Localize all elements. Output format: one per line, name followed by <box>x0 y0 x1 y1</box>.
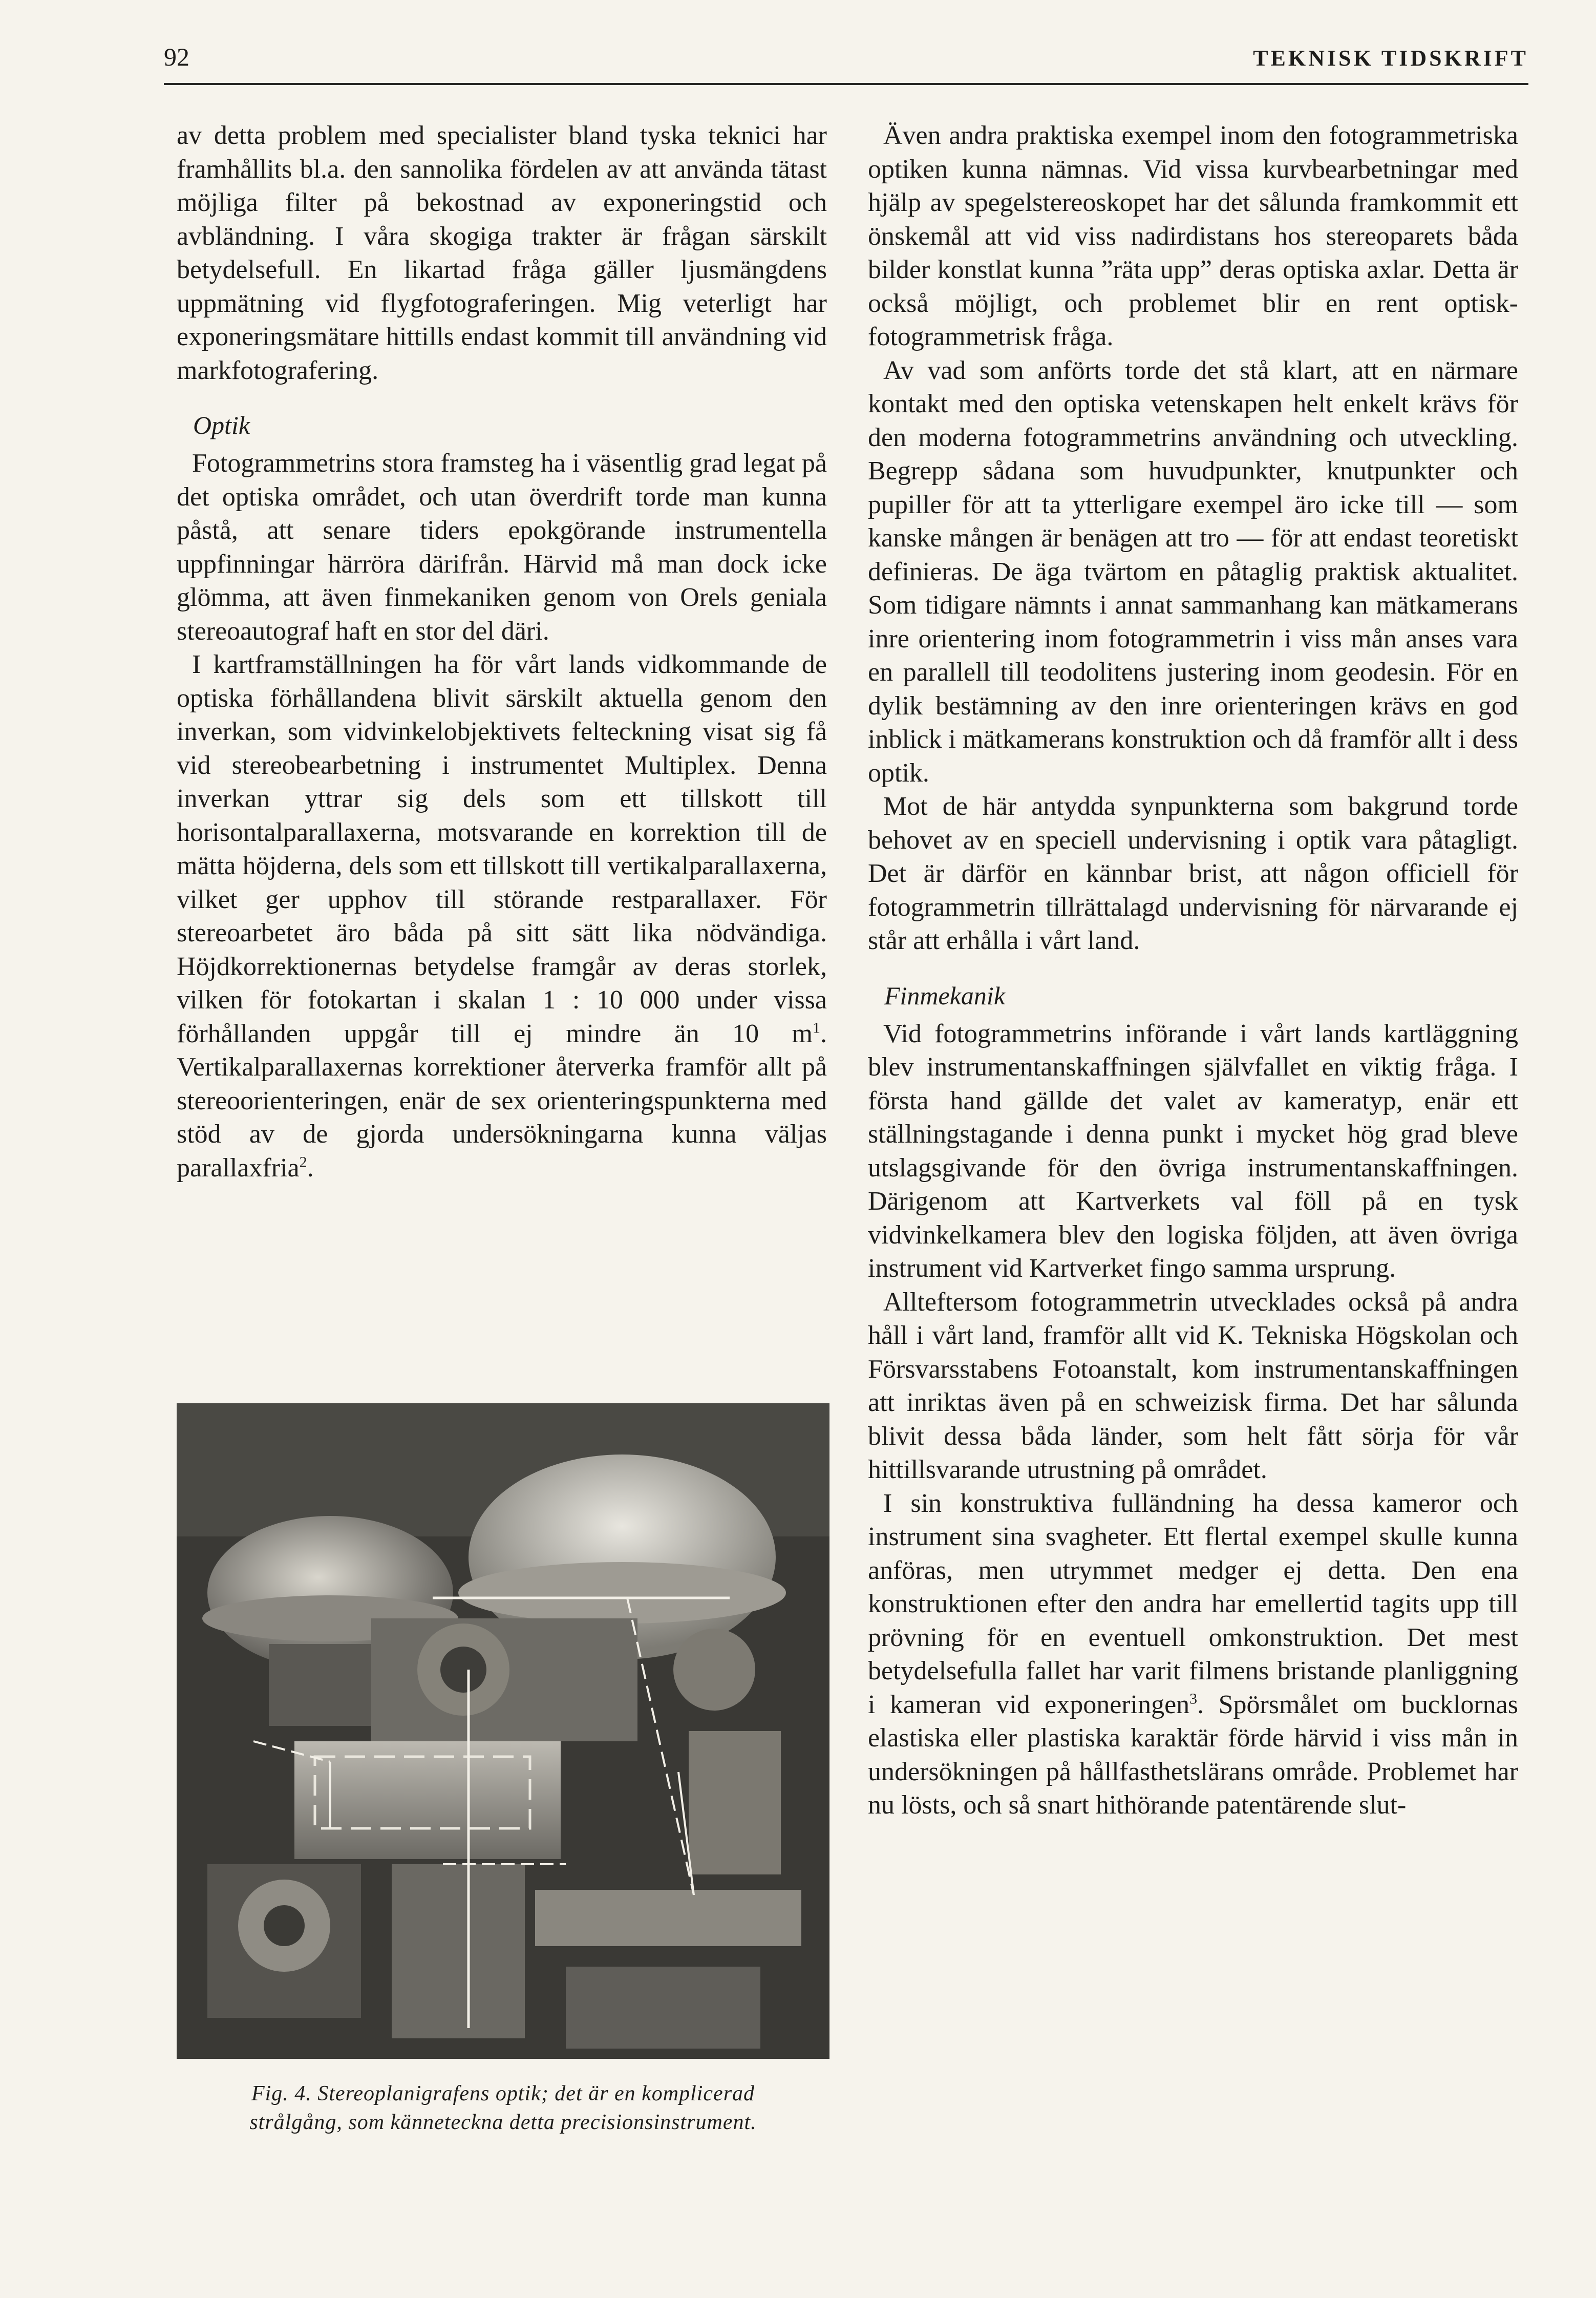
paragraph: av detta problem med specialister bland tyska teknici har framhållits bl.a. den sannolika fördelen av att använda tätast möjliga filter på bekostnad av exponeringstid och avbländning. I våra skogiga trakter är frågan särskilt betydelsefull. En likartad fråga gäller ljusmängdens uppmätning vid flygfotograferingen. Mig veterligt har exponeringsmätare hittills endast kommit till användning vid markfotografering. <box>177 121 827 385</box>
figure-photo <box>177 1403 829 2059</box>
caption-line: Fig. 4. Stereoplanigrafens optik; det är en komplicerad <box>251 2082 755 2105</box>
paragraph: Av vad som anförts torde det stå klart, att en närmare kontakt med den optiska vetenskapen helt enkelt krävs för den moderna fotogrammetrins användning och utveckling. Begrepp sådana som huvudpunkter, knutpunkter och pupiller för att ta ytterligare exempel äro icke till — som kanske mången är benägen att tro — för att endast teoretiskt definieras. De äga tvärtom en påtaglig praktisk aktualitet. Som tidigare nämnts i annat sammanhang kan mätkamerans inre orientering inom fotogrammetrin i viss mån anses vara en parallell till teodolitens justering inom geodesin. För en dylik bestämning av den inre orienteringen krävs en god inblick i mätkamerans konstruktion och då framför allt i dess optik. <box>868 355 1518 788</box>
page-header <box>164 42 1528 85</box>
paragraph: Fotogrammetrins stora framsteg ha i väsentlig grad legat på det optiska området, och utan överdrift torde man kunna påstå, att senare tiders epokgörande instrumentella uppfinningar härröra därifrån. Härvid må man dock icke glömma, att även finmekaniken genom von Orels geniala stereoautograf haft en stor del däri. <box>177 449 827 646</box>
figure-caption <box>177 2079 829 2137</box>
section-heading-optik: Optik <box>193 411 250 439</box>
section-heading-finmekanik: Finmekanik <box>884 981 1006 1010</box>
footnote-ref: 1 <box>813 1019 820 1037</box>
right-column <box>868 119 1518 1822</box>
paragraph <box>177 648 827 1185</box>
left-column <box>177 119 827 1185</box>
footnote-ref: 3 <box>1189 1690 1198 1707</box>
paragraph <box>868 1487 1518 1822</box>
paragraph: Allteftersom fotogrammetrin utvecklades också på andra håll i vårt land, framför allt vid K. Tekniska Högskolan och Försvarsstabens Fotoanstalt, kom instrumentanskaffningen att inriktas även på en schweizisk firma. Det har sålunda blivit dessa båda länder, som helt fått sörja för vår hittillsvarande utrustning på området. <box>868 1287 1518 1484</box>
paragraph-text: . <box>307 1153 314 1183</box>
journal-title: TEKNISK TIDSKRIFT <box>1253 46 1528 71</box>
paragraph-text: . Spörsmålet om bucklornas elastiska eller plastiska karaktär förde härvid i viss mån in undersökningen på hållfasthetslärans område. Problemet har nu lösts, och så snart hithörande patentärende slut- <box>868 1690 1518 1820</box>
paragraph-text: I sin konstruktiva fulländning ha dessa kameror och instrument sina svagheter. Ett flertal exempel skulle kunna anföras, men utrymmet medger ej detta. Den ena konstruktionen efter den andra har emellertid tagits upp till prövning för en eventuell omkonstruktion. Det mest betydelsefulla fallet har varit filmens bristande planliggning i kameran vid exponeringen <box>868 1488 1518 1719</box>
instrument-photo <box>177 1403 829 2059</box>
caption-line: strålgång, som känneteckna detta precisionsinstrument. <box>249 2111 757 2134</box>
paragraph: Även andra praktiska exempel inom den fotogrammetriska optiken kunna nämnas. Vid vissa kurvbearbetningar med hjälp av spegelstereoskopet har det sålunda framkommit ett önskemål att vid viss nadirdistans hos stereoparets båda bilder konstlat kunna ”räta upp” deras optiska axlar. Detta är också möjligt, och problemet blir en rent optisk-fotogrammetrisk fråga. <box>868 121 1518 351</box>
paragraph: Vid fotogrammetrins införande i vårt lands kartläggning blev instrumentanskaffningen självfallet en viktig fråga. I första hand gällde det valet av kameratyp, enär ett ställningstagande i denna punkt i mycket hög grad bleve utslagsgivande för den övriga instrumentanskaffningen. Därigenom att Kartverkets val föll på en tysk vidvinkelkamera blev den logiska följden, att även övriga instrument vid Kartverket fingo samma ursprung. <box>868 1019 1518 1283</box>
paragraph: Mot de här antydda synpunkterna som bakgrund torde behovet av en speciell undervisning i optik vara påtagligt. Det är därför en kännbar brist, att någon officiell för fotogrammetrin tillrättalagd undervisning för närvarande ej står att erhålla i vårt land. <box>868 792 1518 955</box>
paragraph-text: . Vertikalparallaxernas korrektioner återverka framför allt på stereoorienteringen, enär de sex orienteringspunkterna med stöd av de gjorda undersökningarna kunna väljas parallaxfria <box>177 1019 827 1183</box>
paragraph-text: I kartframställningen ha för vårt lands vidkommande de optiska förhållandena blivit särskilt aktuella genom den inverkan, som vidvinkelobjektivets felteckning visat sig få vid stereobearbetning i instrumentet Multiplex. Denna inverkan yttrar sig dels som ett tillskott till horisontalparallaxerna, motsvarande en korrektion till de mätta höjderna, dels som ett tillskott till vertikalparallaxerna, vilket ger upphov till störande restparallaxer. För stereoarbetet äro båda på sitt sätt lika nödvändiga. Höjdkorrektionernas betydelse framgår av deras storlek, vilken för fotokartan i skalan 1 : 10 000 under vissa förhållanden uppgår till ej mindre än 10 m <box>177 650 827 1048</box>
footnote-ref: 2 <box>299 1153 307 1171</box>
page-number: 92 <box>164 43 189 71</box>
